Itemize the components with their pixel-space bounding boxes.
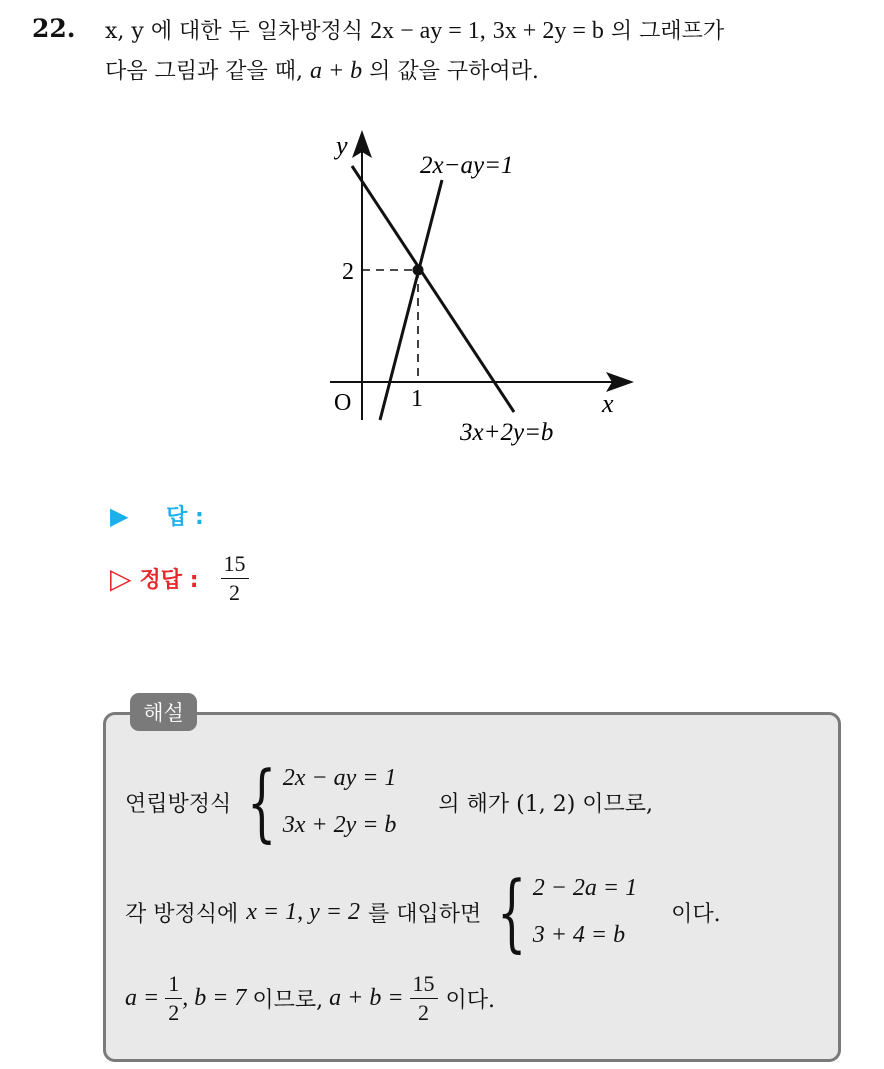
s3-a-fraction: [165, 972, 182, 1025]
s1-eq2: 3x + 2y = b: [282, 812, 397, 838]
outline-arrow-icon: ▷: [110, 562, 132, 596]
correct-answer-row: [110, 552, 249, 605]
s3-a-numerator: 1: [165, 972, 182, 999]
line-3x-2y-b: [352, 166, 514, 412]
s3-answer-numerator: 15: [410, 972, 438, 999]
solution-line-1: [125, 753, 654, 851]
s2-pre: 각 방정식에: [125, 901, 239, 927]
question-line-2: [105, 54, 539, 85]
answer-row: [110, 500, 204, 531]
correct-answer-label: 정답 :: [139, 568, 199, 594]
s1-pre: 연립방정식: [125, 791, 232, 817]
answer-numerator: 15: [221, 552, 249, 579]
solution-line-3: [125, 972, 495, 1025]
s2-eq1: 2 − 2a = 1: [532, 875, 638, 901]
s2-post: 이다.: [671, 901, 721, 927]
solution-line-2: [125, 863, 721, 961]
question-expr: a + b: [309, 58, 363, 84]
origin-label: O: [334, 390, 352, 416]
s2-eq2: 3 + 4 = b: [532, 922, 626, 948]
question-line2-pre: 다음 그림과 같을 때,: [105, 59, 310, 84]
tick-x-1: 1: [411, 386, 423, 412]
correct-answer-value: [221, 552, 249, 605]
answer-label: 답 :: [166, 505, 204, 530]
s1-post: 의 해가 (1, 2) 이므로,: [438, 791, 654, 817]
question-line-1: [105, 14, 724, 45]
question-eq2: 3x + 2y = b: [492, 18, 604, 44]
line1-label: 2x−ay=1: [420, 152, 514, 179]
question-number: 22.: [32, 14, 76, 43]
x-axis-label: x: [602, 389, 614, 418]
s2-mid: 를 대입하면: [367, 901, 482, 927]
s3-expr: a + b =: [329, 985, 404, 1012]
left-brace-icon-2: {: [497, 863, 527, 961]
question-line1-pre: x, y 에 대한 두 일차방정식: [105, 19, 371, 44]
s3-a-denominator: 2: [168, 1000, 180, 1026]
s1-eq1: 2x − ay = 1: [282, 765, 397, 791]
question-line1-post: 의 그래프가: [603, 19, 725, 44]
system-of-equations-2: [533, 875, 637, 949]
s3-mid: 이므로,: [252, 988, 324, 1014]
y-axis-label: y: [336, 131, 348, 160]
system-of-equations-1: [283, 765, 397, 839]
line-2x-ay-1: [380, 180, 442, 420]
s3-answer-denominator: 2: [418, 1000, 430, 1026]
s2-sub: x = 1, y = 2: [246, 898, 360, 925]
question-eq1: 2x − ay = 1,: [370, 18, 486, 44]
solution-tag: 해설: [130, 693, 197, 731]
linear-graph: [320, 120, 640, 460]
s3-post: 이다.: [445, 988, 496, 1014]
question-line2-post: 의 값을 구하여라.: [362, 59, 539, 84]
play-arrow-icon: ▶: [110, 502, 129, 530]
tick-y-2: 2: [342, 259, 354, 285]
left-brace-icon: {: [247, 753, 277, 851]
line2-label: 3x+2y=b: [460, 419, 554, 446]
answer-denominator: 2: [229, 580, 241, 606]
s3-answer-fraction: [410, 972, 438, 1025]
intersection-point: [413, 265, 424, 276]
s3-a: a =: [125, 985, 160, 1012]
s3-b: , b = 7: [182, 985, 247, 1012]
